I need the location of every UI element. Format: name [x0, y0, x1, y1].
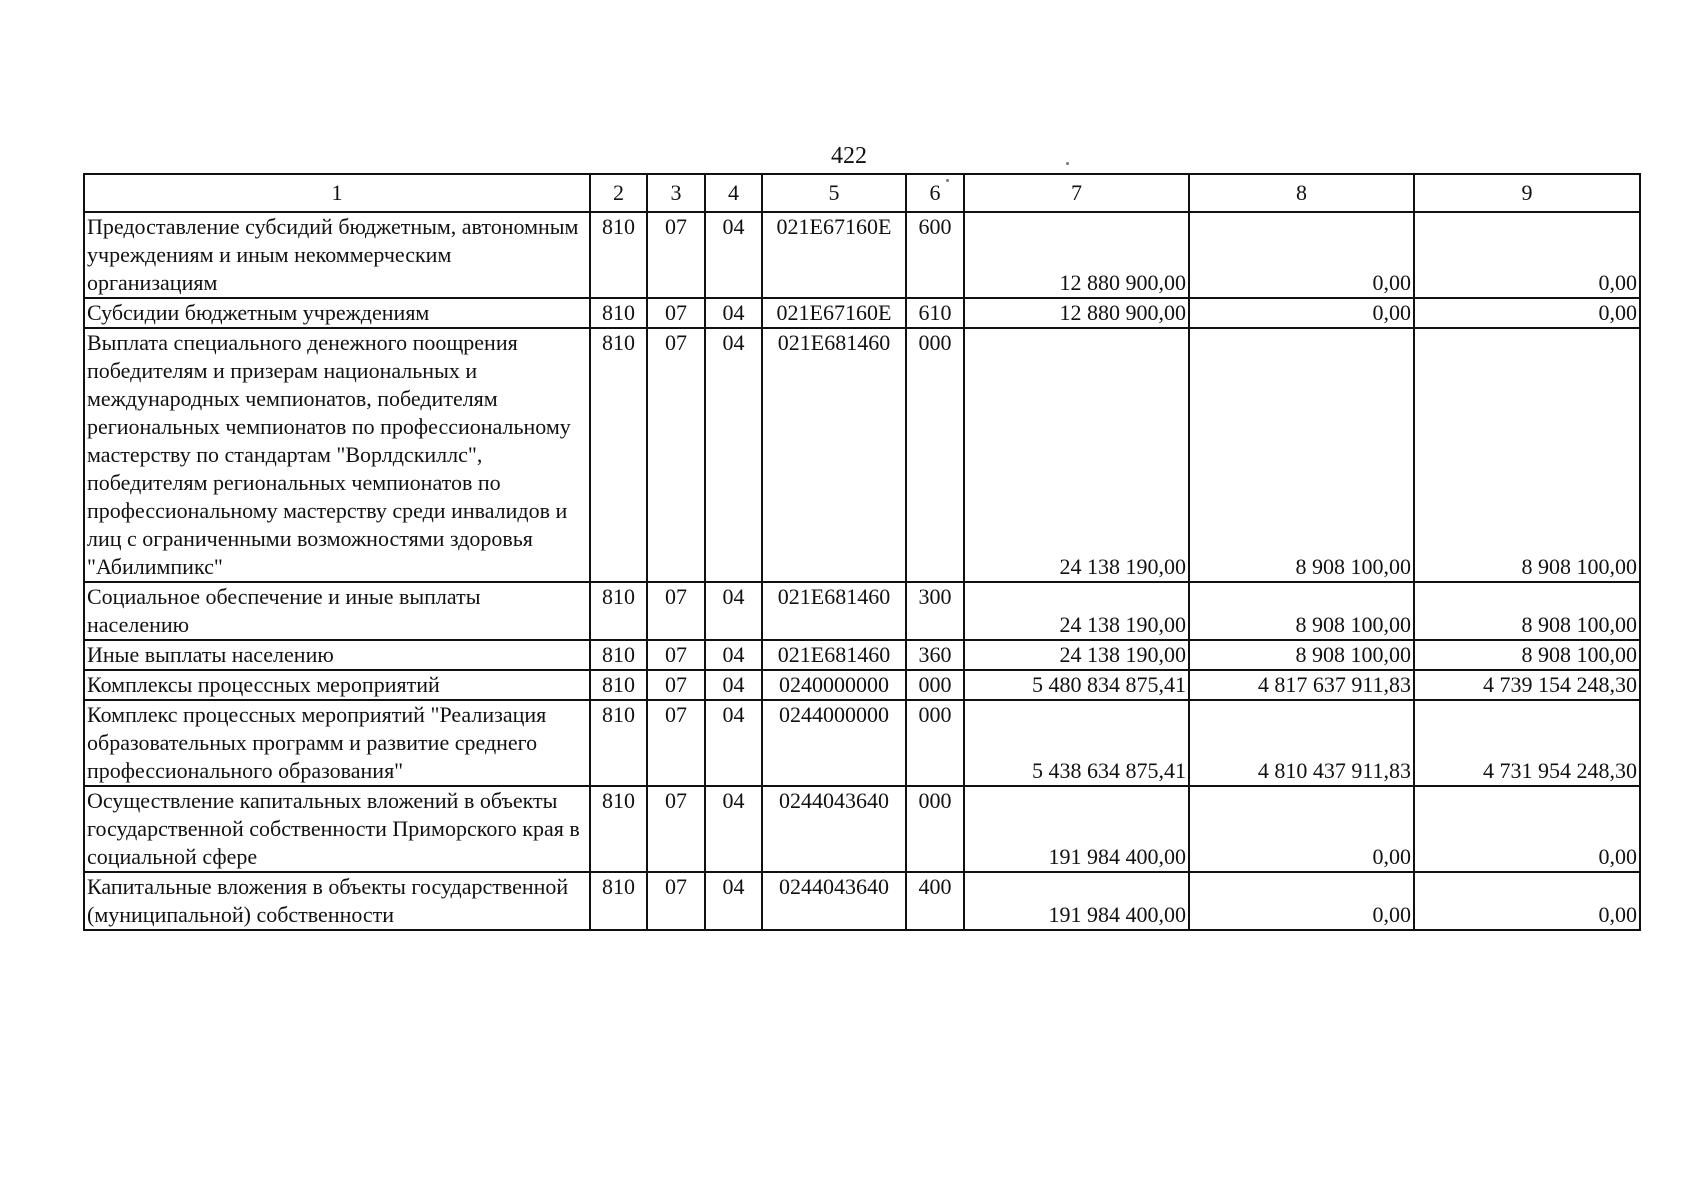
column-header: 3: [647, 174, 705, 212]
table-header-row: [84, 174, 1640, 212]
row-name: Иные выплаты населению: [84, 640, 590, 670]
expense-type-code: 000: [906, 328, 964, 582]
table-row: [84, 670, 1640, 700]
target-article-code: 0244043640: [762, 872, 906, 930]
table-row: [84, 328, 1640, 582]
expense-type-code: 360: [906, 640, 964, 670]
ministry-code: 810: [590, 872, 647, 930]
target-article-code: 0244000000: [762, 700, 906, 786]
target-article-code: 021E67160E: [762, 212, 906, 298]
section-code: 07: [647, 328, 705, 582]
section-code: 07: [647, 212, 705, 298]
row-name: Осуществление капитальных вложений в объекты государственной собственности Приморского края в социальной сфере: [84, 786, 590, 872]
amount-col-8: 0,00: [1189, 298, 1414, 328]
column-header: 8: [1189, 174, 1414, 212]
target-article-code: 0240000000: [762, 670, 906, 700]
amount-col-8: 0,00: [1189, 212, 1414, 298]
amount-col-9: 4 731 954 248,30: [1414, 700, 1640, 786]
target-article-code: 021E681460: [762, 328, 906, 582]
table-row: [84, 786, 1640, 872]
budget-table: [83, 173, 1641, 931]
row-name: Комплекс процессных мероприятий "Реализация образовательных программ и развитие среднего профессионального образования": [84, 700, 590, 786]
amount-col-7: 24 138 190,00: [964, 582, 1189, 640]
amount-col-7: 5 438 634 875,41: [964, 700, 1189, 786]
subsection-code: 04: [705, 298, 762, 328]
subsection-code: 04: [705, 582, 762, 640]
column-header: 7: [964, 174, 1189, 212]
amount-col-8: 8 908 100,00: [1189, 640, 1414, 670]
subsection-code: 04: [705, 786, 762, 872]
amount-col-8: 8 908 100,00: [1189, 582, 1414, 640]
scan-speck: [1066, 162, 1069, 165]
column-header: 5: [762, 174, 906, 212]
amount-col-8: 4 810 437 911,83: [1189, 700, 1414, 786]
row-name: Субсидии бюджетным учреждениям: [84, 298, 590, 328]
expense-type-code: 000: [906, 786, 964, 872]
amount-col-9: 8 908 100,00: [1414, 582, 1640, 640]
row-name: Капитальные вложения в объекты государственной (муниципальной) собственности: [84, 872, 590, 930]
subsection-code: 04: [705, 212, 762, 298]
section-code: 07: [647, 872, 705, 930]
amount-col-7: 191 984 400,00: [964, 786, 1189, 872]
ministry-code: 810: [590, 700, 647, 786]
row-name: Предоставление субсидий бюджетным, автономным учреждениям и иным некоммерческим организациям: [84, 212, 590, 298]
section-code: 07: [647, 582, 705, 640]
amount-col-7: 191 984 400,00: [964, 872, 1189, 930]
expense-type-code: 400: [906, 872, 964, 930]
amount-col-9: 4 739 154 248,30: [1414, 670, 1640, 700]
row-name: Выплата специального денежного поощрения победителям и призерам национальных и международных чемпионатов, победителям региональных чемпионатов по профессиональному мастерству по стандартам "Ворлдскиллс", победителям региональных чемпионатов по профессиональному мастерству среди инвалидов и лиц с ограниченными возможностями здоровья "Абилимпикс": [84, 328, 590, 582]
column-header: 9: [1414, 174, 1640, 212]
amount-col-7: 12 880 900,00: [964, 212, 1189, 298]
section-code: 07: [647, 670, 705, 700]
row-name: Социальное обеспечение и иные выплаты населению: [84, 582, 590, 640]
expense-type-code: 000: [906, 670, 964, 700]
ministry-code: 810: [590, 670, 647, 700]
amount-col-8: 4 817 637 911,83: [1189, 670, 1414, 700]
table-row: [84, 298, 1640, 328]
ministry-code: 810: [590, 212, 647, 298]
amount-col-8: 0,00: [1189, 872, 1414, 930]
target-article-code: 021E681460: [762, 582, 906, 640]
target-article-code: 021E681460: [762, 640, 906, 670]
subsection-code: 04: [705, 872, 762, 930]
expense-type-code: 600: [906, 212, 964, 298]
table-row: [84, 640, 1640, 670]
ministry-code: 810: [590, 298, 647, 328]
table-row: [84, 700, 1640, 786]
subsection-code: 04: [705, 640, 762, 670]
column-header: 1: [84, 174, 590, 212]
expense-type-code: 610: [906, 298, 964, 328]
ministry-code: 810: [590, 640, 647, 670]
amount-col-7: 12 880 900,00: [964, 298, 1189, 328]
ministry-code: 810: [590, 786, 647, 872]
target-article-code: 0244043640: [762, 786, 906, 872]
section-code: 07: [647, 700, 705, 786]
amount-col-9: 0,00: [1414, 786, 1640, 872]
amount-col-8: 0,00: [1189, 786, 1414, 872]
amount-col-7: 24 138 190,00: [964, 640, 1189, 670]
subsection-code: 04: [705, 328, 762, 582]
table-row: [84, 212, 1640, 298]
row-name: Комплексы процессных мероприятий: [84, 670, 590, 700]
amount-col-9: 0,00: [1414, 872, 1640, 930]
amount-col-7: 5 480 834 875,41: [964, 670, 1189, 700]
section-code: 07: [647, 298, 705, 328]
expense-type-code: 300: [906, 582, 964, 640]
ministry-code: 810: [590, 328, 647, 582]
subsection-code: 04: [705, 700, 762, 786]
amount-col-8: 8 908 100,00: [1189, 328, 1414, 582]
ministry-code: 810: [590, 582, 647, 640]
table-row: [84, 872, 1640, 930]
table-row: [84, 582, 1640, 640]
amount-col-9: 0,00: [1414, 212, 1640, 298]
subsection-code: 04: [705, 670, 762, 700]
page-number: 422: [831, 143, 867, 169]
expense-type-code: 000: [906, 700, 964, 786]
column-header: 2: [590, 174, 647, 212]
amount-col-9: 8 908 100,00: [1414, 328, 1640, 582]
amount-col-9: 0,00: [1414, 298, 1640, 328]
column-header: 6: [906, 174, 964, 212]
amount-col-9: 8 908 100,00: [1414, 640, 1640, 670]
section-code: 07: [647, 786, 705, 872]
section-code: 07: [647, 640, 705, 670]
column-header: 4: [705, 174, 762, 212]
amount-col-7: 24 138 190,00: [964, 328, 1189, 582]
target-article-code: 021E67160E: [762, 298, 906, 328]
